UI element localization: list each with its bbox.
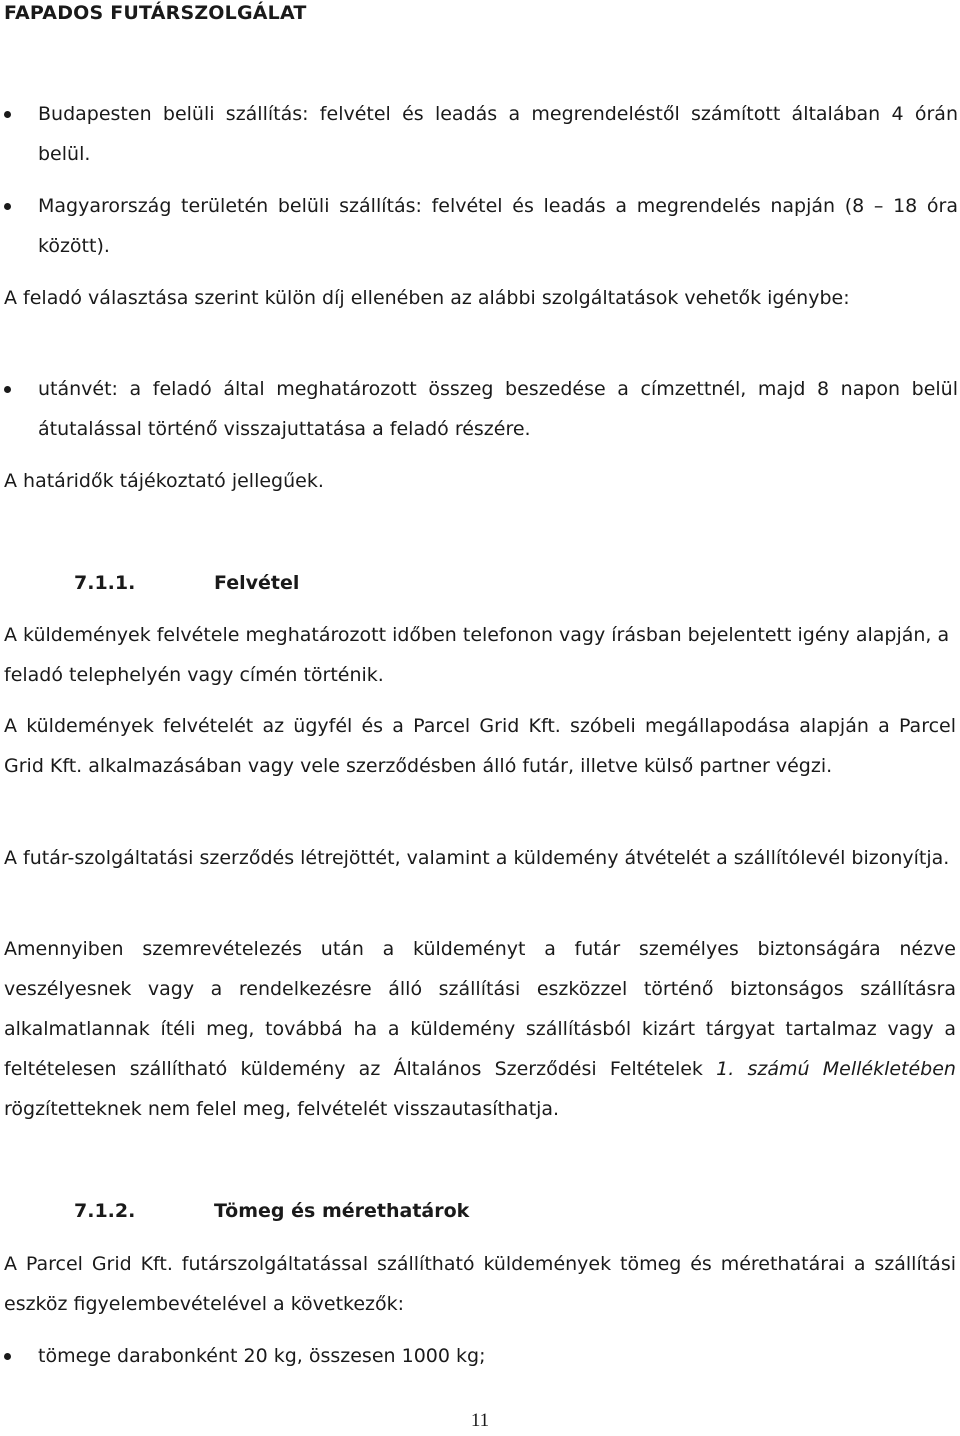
list-item xyxy=(0,94,958,174)
refusal-text: Amennyiben szemrevételezés után a küldeményt a futár személyes biztonságára nézve veszélyesnek vagy a rendelkezésre álló szállítási eszközzel történő biztonságos szállításra alkalmatlannak ítéli meg, továbbá ha a küldemény szállításból kizárt tárgyat tartalmaz vagy a feltételesen szállítható küldemény az Általános Szerződési Feltételek xyxy=(4,938,956,1080)
deadline-note: A határidők tájékoztató jellegűek. xyxy=(4,470,324,492)
paragraph: A Parcel Grid Kft. futárszolgáltatással szállítható küldemények tömeg és mérethatárai a szállítási eszköz figyelembevételével a következők: xyxy=(4,1253,956,1315)
section-number: 7.1.1. xyxy=(74,572,136,594)
paragraph: A küldemények felvétele meghatározott időben telefonon vagy írásban bejelentett igény alapján, a feladó telephelyén vagy címén történik. xyxy=(4,624,950,686)
list-item-text: tömege darabonként 20 kg, összesen 1000 kg; xyxy=(38,1345,486,1367)
section-number: 7.1.2. xyxy=(74,1200,136,1222)
bullet-icon xyxy=(4,203,11,210)
list-item xyxy=(0,369,958,449)
list-item xyxy=(0,1336,958,1376)
intro-paragraph: A feladó választása szerint külön díj ellenében az alábbi szolgáltatások vehetők igénybe: xyxy=(4,287,850,309)
document-title: FAPADOS FUTÁRSZOLGÁLAT xyxy=(4,2,307,24)
paragraph: A futár-szolgáltatási szerződés létrejöttét, valamint a küldemény átvételét a szállítólevél bizonyítja. xyxy=(4,847,950,869)
list-item-text: utánvét: a feladó által meghatározott összeg beszedése a címzettnél, majd 8 napon belül átutalással történő visszajuttatása a feladó részére. xyxy=(38,378,958,440)
bullet-icon xyxy=(4,1353,11,1360)
list-item-text: Budapesten belüli szállítás: felvétel és leadás a megrendeléstől számított általában 4 órán belül. xyxy=(38,103,958,165)
bullet-icon xyxy=(4,111,11,118)
section-heading-712 xyxy=(74,1200,469,1222)
list-item xyxy=(0,186,958,266)
refusal-paragraph xyxy=(4,929,956,1129)
annex-reference: 1. számú Mellékletében xyxy=(716,1058,956,1080)
bullet-icon xyxy=(4,386,11,393)
refusal-text-end: rögzítetteknek nem felel meg, felvételét visszautasíthatja. xyxy=(4,1098,560,1120)
section-title: Tömeg és mérethatárok xyxy=(214,1200,470,1222)
list-item-text: Magyarország területén belüli szállítás: felvétel és leadás a megrendelés napján (8 – 18 óra között). xyxy=(38,195,958,257)
section-heading-711 xyxy=(74,572,299,594)
section-title: Felvétel xyxy=(214,572,300,594)
paragraph: A küldemények felvételét az ügyfél és a Parcel Grid Kft. szóbeli megállapodása alapján a Parcel Grid Kft. alkalmazásában vagy vele szerződésben álló futár, illetve külső partner végzi. xyxy=(4,715,956,777)
page-number: 11 xyxy=(470,1410,490,1431)
